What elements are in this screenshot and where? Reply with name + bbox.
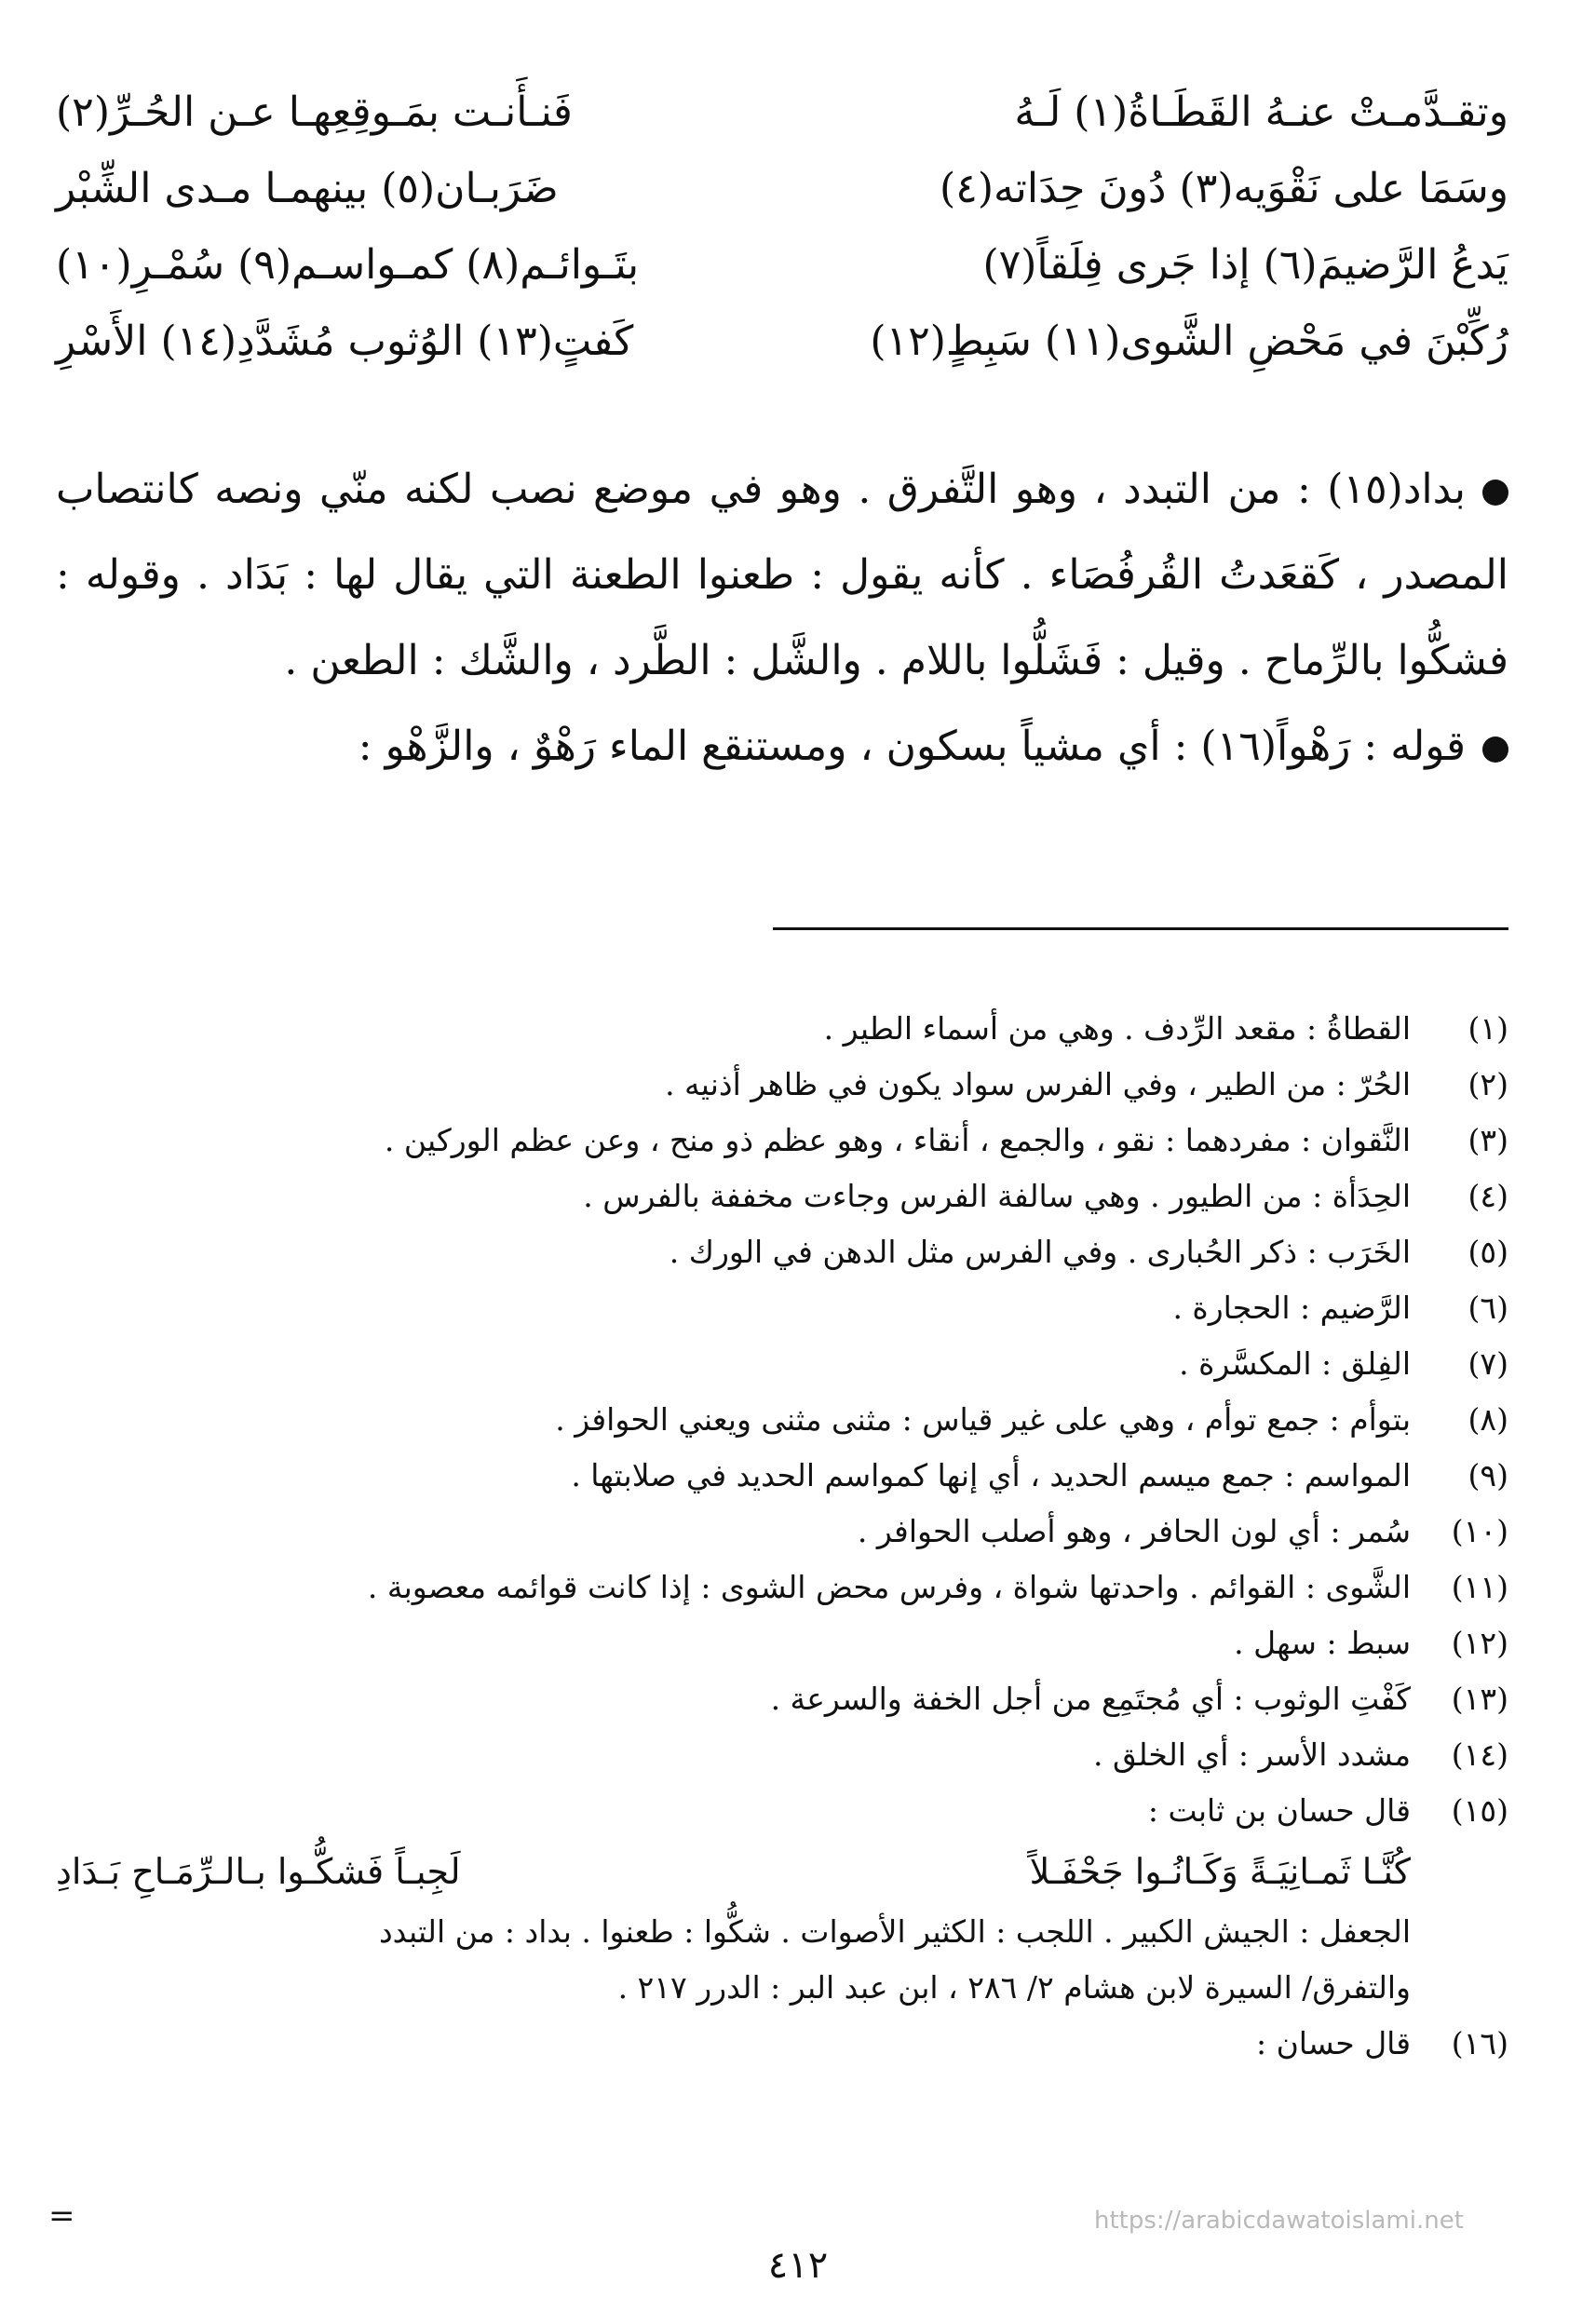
footnote: (١٠) سُمر : أي لون الحافر ، وهو أصلب الحوافر . (857, 1513, 1508, 1549)
verse-4-first-hemistich: رُكِّبْنَ في مَحْضِ الشَّوى(١١) سَبِطٍ(١٢) (870, 318, 1508, 365)
footnote: (٤) الحِدَأة : من الطيور . وهي سالفة الفرس وجاءت مخففة بالفرس . (583, 1178, 1508, 1214)
footnote: (١٥) قال حسان بن ثابت : (1147, 1792, 1508, 1829)
footnote: (٥) الخَرَب : ذكر الحُبارى . وفي الفرس مثل الدهن في الورك . (669, 1234, 1508, 1270)
footnote: (٣) النَّقوان : مفردهما : نقو ، والجمع ، أنقاء ، وهو عظم ذو منح ، وعن عظم الوركين . (384, 1122, 1508, 1158)
footnote-15-verse-second-hemistich: لَجِبـاً فَشكُّـوا بـالـرِّمَـاحِ بَـدَادِ (56, 1851, 461, 1892)
verse-1-second-hemistich: فَنـأَنـت بمَـوقِعِهـا عـن الحُـرِّ(٢) (56, 88, 573, 136)
verse-3-second-hemistich: بتَـوائـم(٨) كمـواسـم(٩) سُمْـرِ(١٠) (56, 241, 640, 289)
commentary (56, 447, 1508, 790)
verse-4-second-hemistich: كَفتٍ(١٣) الوُثوب مُشَدَّدِ(١٤) الأَسْرِ (56, 318, 634, 365)
bullet-icon (1482, 480, 1508, 506)
footnote-15-gloss: والتفرق/ السيرة لابن هشام ٢/ ٢٨٦ ، ابن عبد البر : الدرر ٢١٧ . (617, 1969, 1411, 2006)
verse-3 (56, 227, 1508, 304)
footnote: (١٣) كَفْتِ الوثوب : أي مُجتَمِع من أجل الخفة والسرعة . (770, 1681, 1508, 1717)
footnote-15-verse-first-hemistich: كُنَّـا ثَمـانِيَـةً وَكَـانُـوا جَحْفَـلاً (1029, 1851, 1411, 1892)
verse-2-second-hemistich: ضَرَبـان(٥) بينهمـا مـدى الشِّبْر (56, 165, 559, 212)
page-number: ٤١٢ (767, 2244, 829, 2287)
footnote: (٩) المواسم : جمع ميسم الحديد ، أي إنها كمواسم الحديد في صلابتها . (571, 1457, 1508, 1493)
verse-2 (56, 151, 1508, 227)
verse-2-first-hemistich: وسَمَا على نَقْوَيه(٣) دُونَ حِدَاته(٤) (940, 165, 1508, 212)
commentary-paragraph-1: بداد(١٥) : من التبدد ، وهو التَّفرق . وهو في موضع نصب لكنه منّي ونصه كانتصاب المصدر ، كَقعَدتُ القُرفُصَاء . كأنه يقول : طعنوا الطعنة التي يقال لها : بَدَاد . وقوله : فشكُّوا بالرِّماح . وقيل : فَشَلُّوا باللام . والشَّل : الطَّرد ، والشَّك : الطعن . (56, 466, 1508, 684)
footnote: (١٢) سبط : سهل . (1234, 1625, 1508, 1661)
footnote: (٨) بتوأم : جمع توأم ، وهي على غير قياس : مثنى مثنى ويعني الحوافز . (555, 1401, 1508, 1438)
verse-1 (56, 74, 1508, 151)
verse-1-first-hemistich: وتقـدَّمـتْ عنـهُ القَطَـاةُ(١) لَـهُ (1014, 88, 1508, 136)
footnote: (٢) الحُرّ : من الطير ، وفي الفرس سواد يكون في ظاهر أذنيه . (665, 1066, 1508, 1102)
poem-block (56, 74, 1508, 380)
footnotes (56, 1001, 1508, 2072)
footnote: (١) القطاةُ : مقعد الرِّدف . وهي من أسماء الطير . (823, 1010, 1508, 1047)
continuation-mark: = (48, 2197, 75, 2235)
bullet-icon (1482, 736, 1508, 763)
footnote-15-gloss: الجعفل : الجيش الكبير . اللجب : الكثير الأصوات . شكُّوا : طعنوا . بداد : من التبدد (378, 1913, 1411, 1950)
commentary-paragraph-2: قوله : رَهْواً(١٦) : أي مشياً بسكون ، ومستنقع الماء رَهْوٌ ، والزَّهْو : (56, 704, 1508, 790)
footnote-15-verse (56, 1839, 1508, 1904)
footnote: (١٤) مشدد الأسر : أي الخلق . (1092, 1736, 1508, 1773)
footnote: (٧) الفِلق : المكسَّرة . (1179, 1345, 1508, 1382)
watermark-url: https://arabicdawatoislami.net (1094, 2207, 1464, 2235)
footnote-separator (773, 927, 1508, 930)
footnote: (١١) الشَّوى : القوائم . واحدتها شواة ، وفرس محض الشوى : إذا كانت قوائمه معصوبة . (367, 1569, 1508, 1605)
footnote: (١٦) قال حسان : (1255, 2025, 1508, 2061)
footnote: (٦) الرَّضيم : الحجارة . (1172, 1290, 1508, 1326)
verse-4 (56, 304, 1508, 380)
verse-3-first-hemistich: يَدعُ الرَّضيمَ(٦) إذا جَرى فِلَقاً(٧) (982, 241, 1508, 289)
